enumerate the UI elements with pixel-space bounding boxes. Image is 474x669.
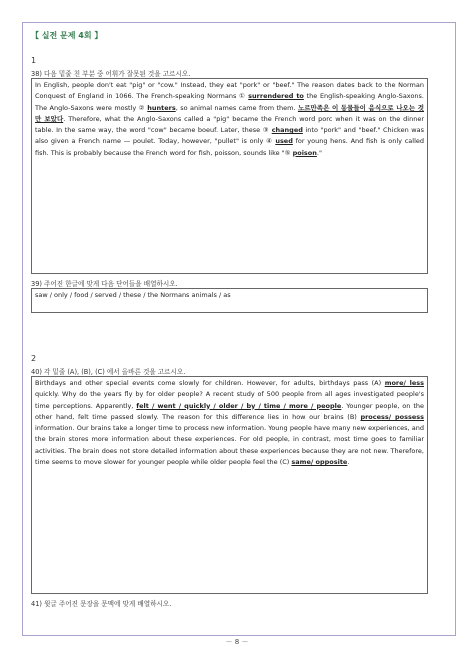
scrambled-sentence: felt / went / quickly / older / by / time / more / people: [136, 401, 342, 410]
question-40-instruction: 40) 각 밑줄 (A), (B), (C) 에서 올바른 것을 고르시오.: [31, 368, 186, 376]
underline-2: hunters: [147, 103, 176, 112]
underline-3: changed: [271, 126, 303, 135]
passage-1-text: . Therefore, what the Anglo-Saxons called a "pig" became the French word porc when it was on the dinner table. In the same way, the word "cow" became boeuf. Later, these: [35, 114, 424, 135]
marker-5: ⑤: [284, 148, 291, 157]
question-1-number: 1: [31, 56, 37, 65]
passage-1-text: , so animal names came from them.: [175, 103, 298, 112]
underline-4: used: [275, 137, 293, 146]
passage-2-text: . Younger people, on the other hand, felt time passed slowly. The reason for this difference lies in how our brains (B): [35, 401, 424, 421]
passage-1-text: the English-speaking Anglo-Saxons. The Anglo-Saxons were mostly: [35, 92, 424, 112]
page-number: － 8 －: [225, 638, 249, 646]
passage-1-text: In English, people don't eat "pig" or "cow." Instead, they eat "pork" or "beef." The reason dates back to the Norman Conquest of England in 1066. The French-speaking Normans: [35, 81, 424, 101]
passage-1-text: for young hens. And fish is only called fish. This is probably because the French word for fish, poisson, sounds like ": [35, 137, 425, 157]
marker-1: ①: [239, 92, 246, 101]
korean-target-sentence: 노르만족은 이 동물들이 음식으로 나오는 것만 보았다: [35, 103, 425, 123]
passage-1: [31, 78, 428, 274]
passage-2-text: information. Our brains take a longer time to process new information. Young people have many new experiences, and the brain stores more information about these experiences. For old people, in contrast, most time goes to familiar activities. The brain does not store detailed information about these experiences because they are not new. Therefore, time seems to move slower for younger people while older people feel the (C): [35, 424, 424, 467]
passage-2: [31, 376, 428, 594]
question-41-instruction: 41) 윗글 주어진 문장을 문맥에 맞게 배열하시오.: [31, 600, 172, 608]
marker-4: ④: [266, 137, 273, 146]
marker-2: ②: [138, 103, 145, 112]
word-bank-text: saw / only / food / served / these / the Normans animals / as: [35, 291, 231, 299]
section-header: 【 실전 문제 4회 】: [31, 31, 103, 40]
question-38-instruction: 38) 다음 밑줄 친 부분 중 어휘가 잘못된 것을 고르시오.: [31, 70, 191, 78]
choice-b: process/ possess: [360, 412, 424, 421]
marker-3: ③: [262, 126, 270, 135]
passage-2-text: .: [347, 458, 350, 467]
passage-1-text: .": [316, 148, 322, 157]
choice-c: same/ opposite: [291, 458, 348, 467]
underline-5: poison: [292, 148, 317, 157]
underline-1: surrendered to: [248, 92, 304, 101]
question-39-instruction: 39) 주어진 한글에 맞게 다음 단어들을 배열하시오.: [31, 280, 178, 288]
passage-2-text: quickly. Why do the years fly by for older people? A recent study of 500 people from all ages investigated people's time perceptions. Apparently,: [35, 390, 424, 410]
passage-2-text: Birthdays and other special events come slowly for children. However, for adults, birthdays pass (A): [35, 379, 385, 387]
question-2-number: 2: [31, 354, 37, 363]
word-bank-box: [31, 288, 428, 313]
passage-1-text: into "pork" and "beef." Chicken was also given a French name — poulet. Today, however, "pullet" is only: [35, 126, 424, 146]
choice-a: more/ less: [384, 379, 425, 387]
